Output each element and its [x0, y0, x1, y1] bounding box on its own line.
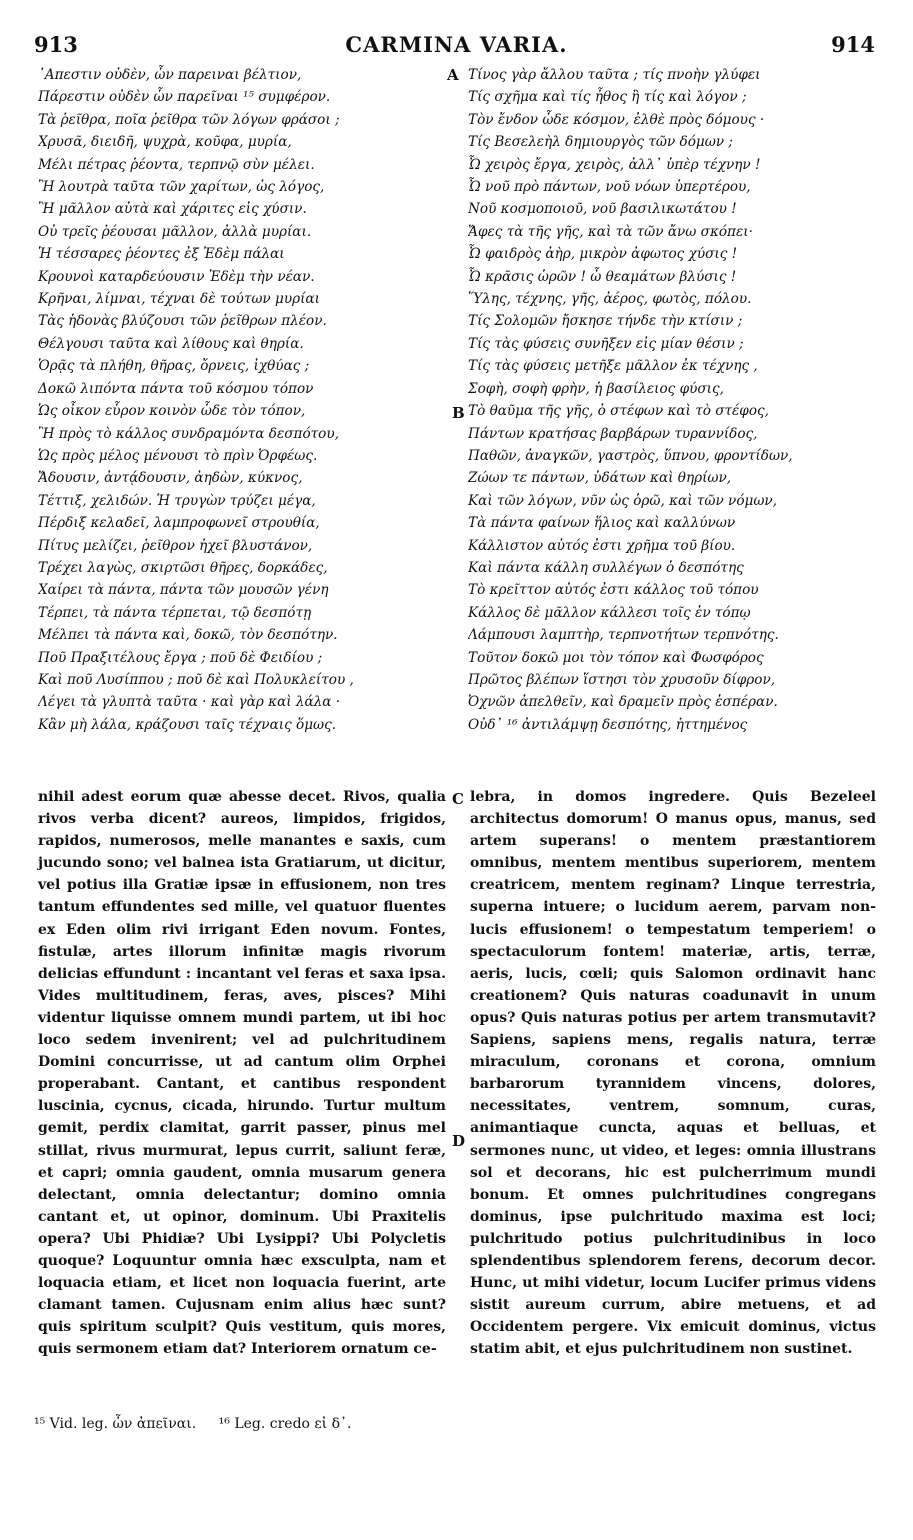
verse-line: Χαίρει τὰ πάντα, πάντα τῶν μουσῶν γένη [38, 582, 329, 599]
verse-line: Τίς σχῆμα καὶ τίς ἦθος ἢ τίς καὶ λόγον ; [468, 89, 747, 106]
footnote-16: ¹⁶ Leg. credo εἰ δ᾽. [218, 1416, 352, 1432]
footnote-15: ¹⁵ Vid. leg. ὧν ἀπεῖναι. [34, 1416, 197, 1432]
verse-line: Μέλπει τὰ πάντα καὶ, δοκῶ, τὸν δεσπότην. [38, 627, 338, 644]
verse-line: Ποῦ Πραξιτέλους ἔργα ; ποῦ δὲ Φειδίου ; [38, 649, 323, 666]
verse-line: Κρουνοὶ καταρδεύουσιν Ἐδὲμ τὴν νέαν. [38, 268, 315, 285]
margin-marker-c: C [452, 790, 464, 808]
verse-line: Ὦ φαιδρὸς ἀὴρ, μικρὸν ἀφωτος χύσις ! [468, 246, 738, 263]
verse-line: Καὶ ποῦ Λυσίππου ; ποῦ δὲ καὶ Πολυκλείτου , [38, 671, 354, 688]
verse-line: Τίς τὰς φύσεις μετῆξε μᾶλλον ἐκ τέχνης , [468, 358, 758, 375]
latin-translation-right: lebra, in domos ingredere. Quis Bezeleel architectus domorum! O manus opus, manus, sed artem superans! o mentem præstantiorem omnibus, mentem mentibus superiorem, mentem creatricem, mentem reginam? Linque terrestria, superna intuere; o lucidum aerem, parvam non-lucis effusionem! o tempestatum temperiem! o spectaculorum fontem! materiæ, artis, terræ, aeris, lucis, cœli; quis Salomon ordinavit hanc creationem? Quis naturas coadunavit in unum opus? Quis naturas potius per artem transmutavit? Sapiens, sapiens mens, regalis natura, terræ miraculum, coronans et corona, omnium barbarorum tyrannidem vincens, dolores, necessitates, ventrem, somnum, curas, animantiaque cuncta, aquas et belluas, et sermones nunc, ut video, et leges: omnia illustrans sol et decorans, hic est pulcherrimum mundi bonum. Et omnes pulchritudines congregans dominus, ipse pulchritudo maxima est loci; pulchritudo potius pulchritudinibus in loco splendentibus splendorem ferens, decorum decor. Hunc, ut mihi videtur, locum Lucifer primus videns sistit aureum currum, abire metuens, et ad Occidentem pergere. Vix emicuit dominus, victus statim abit, et ejus pulchritudinem non sustinet. [470, 789, 876, 1358]
greek-verse-right-column [468, 64, 888, 736]
verse-line: Πρῶτος βλέπων ἵστησι τὸν χρυσοῦν δίφρον, [468, 671, 776, 688]
margin-marker-d: D [452, 1132, 466, 1150]
verse-line: Χρυσᾶ, διειδῆ, ψυχρὰ, κοῦφα, μυρία, [38, 134, 292, 151]
greek-verse-left-column [38, 64, 440, 736]
verse-line: Κἂν μὴ λάλα, κράζουσι ταῖς τέχναις ὅμως. [38, 716, 337, 733]
verse-line: Ὦ νοῦ πρὸ πάντων, νοῦ νόων ὑπερτέρου, [468, 179, 751, 196]
verse-line: Τὸ κρεῖττον αὐτός ἐστι κάλλος τοῦ τόπου [468, 582, 759, 599]
verse-line: Ὕλης, τέχνης, γῆς, ἀέρος, φωτὸς, πόλου. [468, 291, 752, 308]
verse-line: Νοῦ κοσμοποιοῦ, νοῦ βασιλικωτάτου ! [468, 201, 737, 218]
verse-line: Ἢ μᾶλλον αὐτὰ καὶ χάριτες εἰς χύσιν. [38, 201, 307, 218]
verse-line: Κάλλιστον αὐτός ἐστι χρῆμα τοῦ βίου. [468, 537, 736, 554]
verse-line: Ὀχνῶν ἀπελθεῖν, καὶ δραμεῖν πρὸς ἑσπέραν. [468, 694, 778, 711]
verse-line: Πέρδιξ κελαδεῖ, λαμπροφωνεῖ στρουθία, [38, 515, 320, 532]
verse-line: Σοφὴ, σοφὴ φρὴν, ἡ βασίλειος φύσις, [468, 380, 724, 397]
verse-line: Τέρπει, τὰ πάντα τέρπεται, τῷ δεσπότῃ [38, 604, 312, 621]
verse-line: Πάρεστιν οὐδὲν ὧν παρεῖναι ¹⁵ συμφέρον. [38, 89, 331, 106]
verse-line: Τὰς ἡδονὰς βλύζουσι τῶν ῥεῖθρων πλέον. [38, 313, 327, 330]
verse-line: Πίτυς μελίζει, ῥεῖθρον ἠχεῖ βλυστάνον, [38, 537, 313, 554]
footnotes [34, 1416, 634, 1432]
verse-line: Τὸ θαῦμα τῆς γῆς, ὁ στέφων καὶ τὸ στέφος, [468, 403, 769, 420]
verse-line: Ὦ χειρὸς ἔργα, χειρὸς, ἀλλ᾽ ὑπὲρ τέχνην ! [468, 156, 761, 173]
verse-line: Τὰ πάντα φαίνων ἥλιος καὶ καλλύνων [468, 515, 736, 532]
verse-line: Ὦ κρᾶσις ὡρῶν ! ὦ θεαμάτων βλύσις ! [468, 268, 737, 285]
verse-line: Καὶ πάντα κάλλη συλλέγων ὁ δεσπότης [468, 559, 744, 576]
verse-line: Ὡς πρὸς μέλος μένουσι τὸ πρὶν Ὀρφέως. [38, 447, 318, 464]
verse-line: Ἢ λουτρὰ ταῦτα τῶν χαρίτων, ὡς λόγος, [38, 179, 325, 196]
verse-line: Κάλλος δὲ μᾶλλον κάλλεσι τοῖς ἐν τόπῳ [468, 604, 751, 621]
verse-line: Τίς Βεσελεὴλ δημιουργὸς τῶν δόμων ; [468, 134, 733, 151]
verse-line: Πάντων κρατήσας βαρβάρων τυραννίδος, [468, 425, 758, 442]
verse-line: Τίς τὰς φύσεις συνῆξεν εἰς μίαν θέσιν ; [468, 335, 744, 352]
verse-line: Καὶ τῶν λόγων, νῦν ὡς ὁρῶ, καὶ τῶν νόμων, [468, 492, 778, 509]
verse-line: Τίνος γὰρ ἄλλου ταῦτα ; τίς πνοὴν γλύφει [468, 67, 761, 83]
verse-line: Τὰ ῥεῖθρα, ποῖα ῥεῖθρα τῶν λόγων φράσοι ; [38, 111, 340, 128]
verse-line: Λέγει τὰ γλυπτὰ ταῦτα · καὶ γὰρ καὶ λάλα · [38, 694, 341, 711]
verse-line: ᾽Απεστιν οὐδὲν, ὧν παρειναι βέλτιον, [38, 67, 302, 83]
verse-line: Οὐδ᾽ ¹⁶ ἀντιλάμψῃ δεσπότης, ἡττημένος [468, 716, 748, 733]
verse-line: Τέττιξ, χελιδών. Ἡ τρυγὼν τρύζει μέγα, [38, 492, 316, 509]
verse-line: Μέλι πέτρας ῥέοντα, τερπνῷ σὺν μέλει. [38, 156, 315, 173]
page-number-right: 914 [831, 32, 875, 57]
page-number-left: 913 [34, 32, 78, 57]
verse-line: Ζώων τε πάντων, ὑδάτων καὶ θηρίων, [468, 470, 732, 487]
verse-line: Τρέχει λαγὼς, σκιρτῶσι θῆρες, δορκάδες, [38, 559, 328, 576]
verse-line: Θέλγουσι ταῦτα καὶ λίθους καὶ θηρία. [38, 335, 304, 352]
verse-line: Ἡ τέσσαρες ῥέοντες ἐξ Ἐδὲμ πάλαι [38, 246, 285, 263]
verse-line: Ἄφες τὰ τῆς γῆς, καὶ τὰ τῶν ἄνω σκόπει· [468, 223, 753, 240]
margin-marker-a: A [447, 66, 459, 84]
verse-line: Δοκῶ λιπόντα πάντα τοῦ κόσμου τόπον [38, 380, 314, 397]
verse-line: Τοῦτον δοκῶ μοι τὸν τόπον καὶ Φωσφόρος [468, 649, 764, 666]
verse-line: Ἄδουσιν, ἀντᾴδουσιν, ἀηδὼν, κύκνος, [38, 470, 303, 487]
verse-line: Ἢ πρὸς τὸ κάλλος συνδραμόντα δεσπότου, [38, 425, 339, 442]
running-title: CARMINA VARIA. [345, 32, 568, 57]
verse-line: Λάμπουσι λαμπτὴρ, τερπνοτήτων τερπνότης. [468, 627, 779, 644]
verse-line: Παθῶν, ἀναγκῶν, γαστρὸς, ὕπνου, φροντίδων, [468, 447, 793, 464]
verse-line: Κρῆναι, λίμναι, τέχναι δὲ τούτων μυρίαι [38, 291, 320, 308]
verse-line: Οὐ τρεῖς ῥέουσαι μᾶλλον, ἀλλὰ μυρίαι. [38, 223, 312, 240]
verse-line: Ὡς οἶκον εὗρον κοινὸν ὧδε τὸν τόπον, [38, 403, 306, 420]
verse-line: Τίς Σολομῶν ἤσκησε τήνδε τὴν κτίσιν ; [468, 313, 743, 330]
latin-translation-left: nihil adest eorum quæ abesse decet. Rivos, qualia rivos verba dicent? aureos, limpidos, frigidos, rapidos, numerosos, melle manantes e saxis, cum jucundo sono; vel balnea ista Gratiarum, ut dicitur, vel potius illa Gratiæ ipsæ in effusionem, non tres tantum effundentes sed mille, vel quatuor fluentes ex Eden olim rivi irrigant Eden novum. Fontes, fistulæ, artes illorum infinitæ magis rivorum delicias effundunt : incantant vel feras et saxa ipsa. Vides multitudinem, feras, aves, pisces? Mihi videntur liquisse omnem mundi partem, ut ibi hoc loco sedem invenirent; vel ad pulchritudinem Domini concurrisse, ut ad cantum olim Orphei properabant. Cantant, et cantibus respondent luscinia, cycnus, cicada, hirundo. Turtur multum gemit, perdix clamitat, garrit passer, pinus mel stillat, rivus murmurat, lepus currit, saliunt feræ, et capri; omnia gaudent, omnia musarum genera delectant, omnia delectantur; domino omnia cantant et, ut opinor, dominum. Ubi Praxitelis opera? Ubi Phidiæ? Ubi Lysippi? Ubi Polycletis quoque? Loquuntur omnia hæc exsculpta, nam et loquacia etiam, et licet non loquacia fuerint, arte clamant tamen. Cujusnam enim alius hæc sunt? quis spiritum sculpit? Quis vestitum, quis mores, quis sermonem etiam dat? Interiorem ornatum ce- [38, 789, 446, 1358]
verse-line: Τὸν ἔνδον ὧδε κόσμον, ἐλθὲ πρὸς δόμους · [468, 111, 765, 128]
margin-marker-b: B [452, 404, 465, 422]
page-header [0, 26, 913, 66]
verse-line: Ὁρᾷς τὰ πλήθη, θῆρας, ὄρνεις, ἰχθύας ; [38, 358, 310, 375]
